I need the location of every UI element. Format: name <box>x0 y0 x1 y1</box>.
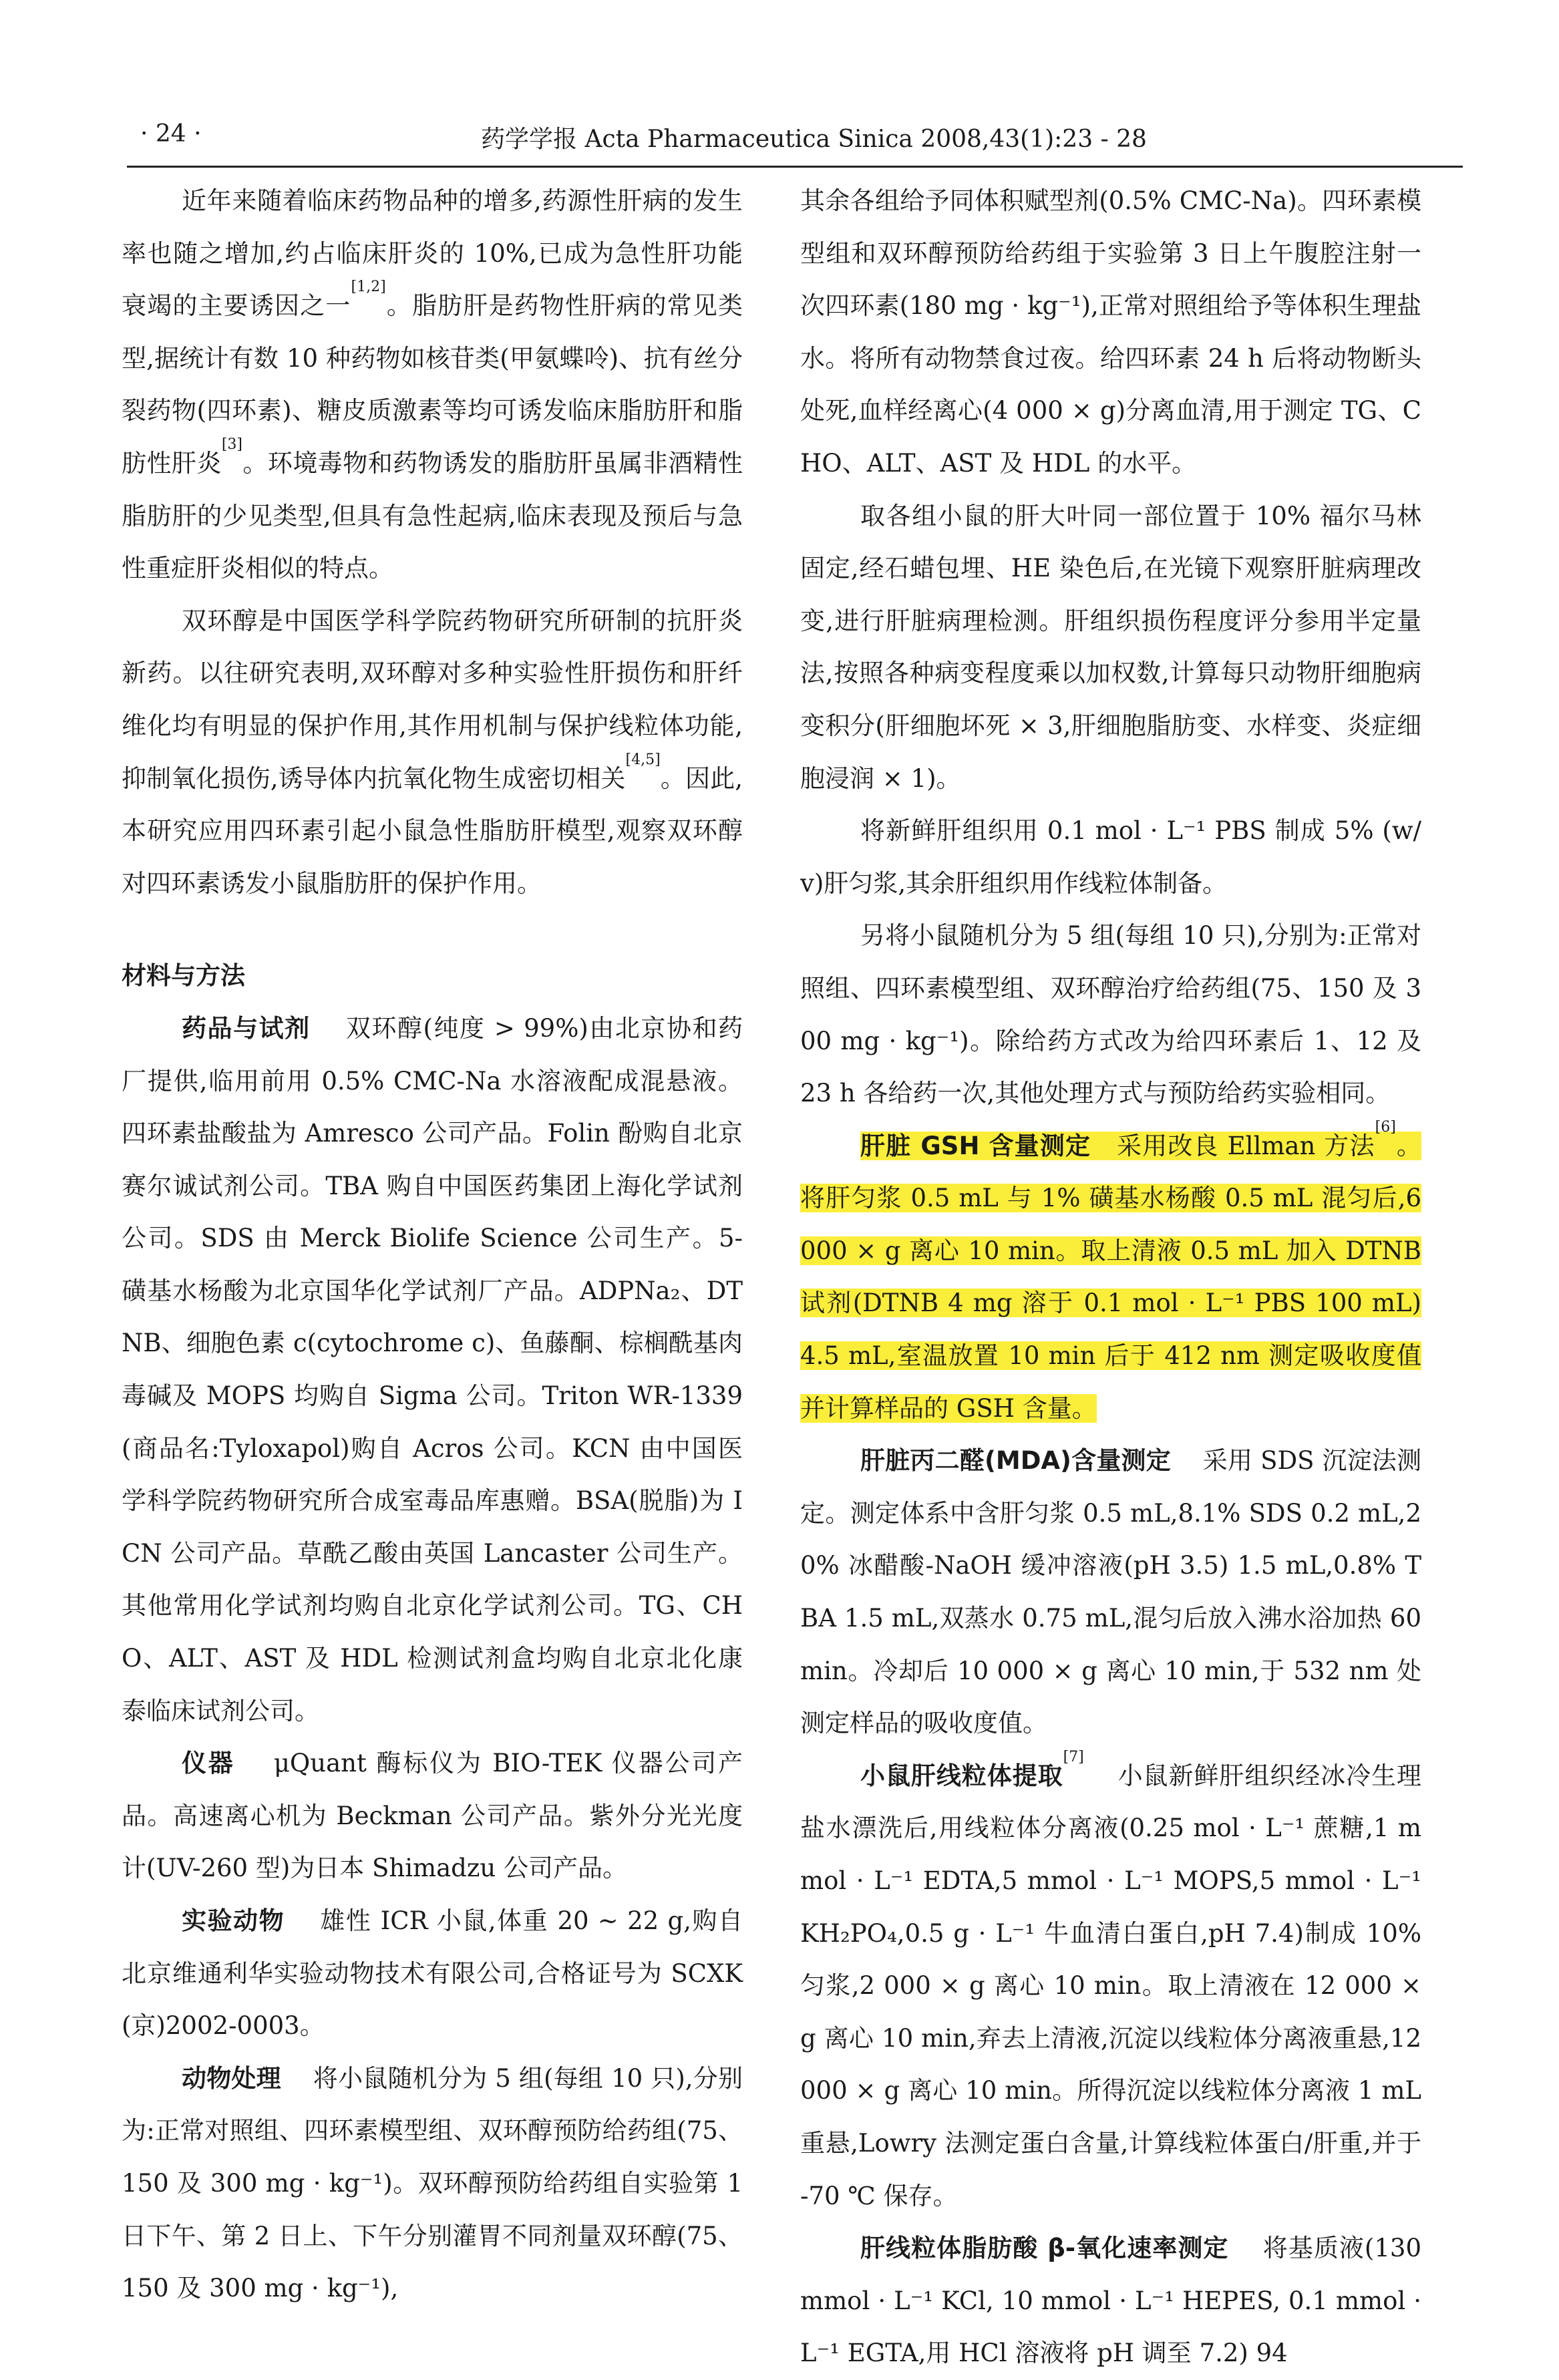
subheading: 药品与试剂 <box>182 1013 311 1043</box>
instruments-paragraph: 仪器 μQuant 酶标仪为 BIO-TEK 仪器公司产品。高速离心机为 Beckman 公司产品。紫外分光光度计(UV-260 型)为日本 Shimadzu 公司产品。 <box>122 1749 743 1883</box>
subheading: 小鼠肝线粒体提取 <box>860 1761 1063 1790</box>
animals-paragraph: 实验动物 雄性 ICR 小鼠,体重 20 ~ 22 g,购自北京维通利华实验动物技术有限公司,合格证号为 SCXK(京)2002-0003。 <box>122 1906 743 2041</box>
subheading: 仪器 <box>182 1749 235 1778</box>
citation-ref[interactable]: [3] <box>221 436 242 453</box>
header-rule <box>127 166 1463 168</box>
intro-paragraph-1: 近年来随着临床药物品种的增多,药源性肝病的发生率也随之增加,约占临床肝炎的 10%,已成为急性肝功能衰竭的主要诱因之一[1,2]。脂肪肝是药物性肝病的常见类型,据统计有数 10 种药物如核苷类(甲氨蝶呤)、抗有丝分裂药物(四环素)、糖皮质激素等均可诱发临床脂肪肝和脂肪性肝炎[3]。环境毒物和药物诱发的脂肪肝虽属非酒精性脂肪肝的少见类型,但具有急性起病,临床表现及预后与急性重症肝炎相似的特点。 <box>122 186 743 583</box>
mda-method-paragraph: 肝脏丙二醛(MDA)含量测定 采用 SDS 沉淀法测定。测定体系中含肝匀浆 0.5 mL,8.1% SDS 0.2 mL,20% 冰醋酸-NaOH 缓冲溶液(pH 3.5) 1.5 mL,0.8% TBA 1.5 mL,双蒸水 0.75 mL,混匀后放入沸水浴加热 60 min。冷却后 10 000 × g 离心 10 min,于 532 nm 处测定样品的吸收度值。 <box>800 1446 1421 1738</box>
subheading: 肝线粒体脂肪酸 β-氧化速率测定 <box>860 2234 1229 2263</box>
left-column <box>122 175 743 2315</box>
intro-paragraph-2: 双环醇是中国医学科学院药物研究所研制的抗肝炎新药。以往研究表明,双环醇对多种实验性肝损伤和肝纤维化均有明显的保护作用,其作用机制与保护线粒体功能,抑制氧化损伤,诱导体内抗氧化物生成密切相关[4,5]。因此,本研究应用四环素引起小鼠急性脂肪肝模型,观察双环醇对四环素诱发小鼠脂肪肝的保护作用。 <box>122 606 743 898</box>
gsh-method-paragraph <box>800 1120 1421 1435</box>
mitochondria-paragraph: 小鼠肝线粒体提取[7] 小鼠新鲜肝组织经冰冷生理盐水漂洗后,用线粒体分离液(0.25 mol · L⁻¹ 蔗糖,1 mmol · L⁻¹ EDTA,5 mmol · L⁻¹ MOPS,5 mmol · L⁻¹ KH₂PO₄,0.5 g · L⁻¹ 牛血清白蛋白,pH 7.4)制成 10% 匀浆,2 000 × g 离心 10 min。取上清液在 12 000 × g 离心 10 min,弃去上清液,沉淀以线粒体分离液重悬,12 000 × g 离心 10 min。所得沉淀以线粒体分离液 1 mL 重悬,Lowry 法测定蛋白含量,计算线粒体蛋白/肝重,并于 -70 ℃ 保存。 <box>800 1748 1422 2210</box>
subheading: 动物处理 <box>182 2063 281 2093</box>
therapy-groups-paragraph: 另将小鼠随机分为 5 组(每组 10 只),分别为:正常对照组、四环素模型组、双环醇治疗给药组(75、150 及 300 mg · kg⁻¹)。除给药方式改为给四环素后 1、12 及 23 h 各给药一次,其他处理方式与预防给药实验相同。 <box>800 921 1421 1108</box>
homogenate-paragraph: 将新鲜肝组织用 0.1 mol · L⁻¹ PBS 制成 5% (w/v)肝匀浆,其余肝组织用作线粒体制备。 <box>800 816 1421 898</box>
page-number: · 24 · <box>140 120 202 148</box>
section-title: 材料与方法 <box>122 961 245 991</box>
citation-ref[interactable]: [7] <box>1063 1748 1084 1765</box>
treatment-continued-paragraph: 其余各组给予同体积赋型剂(0.5% CMC-Na)。四环素模型组和双环醇预防给药组于实验第 3 日上午腹腔注射一次四环素(180 mg · kg⁻¹),正常对照组给予等体积生理盐水。将所有动物禁食过夜。给四环素 24 h 后将动物断头处死,血样经离心(4 000 × g)分离血清,用于测定 TG、CHO、ALT、AST 及 HDL 的水平。 <box>800 186 1421 478</box>
running-title: 药学学报 Acta Pharmaceutica Sinica 2008,43(1):23 - 28 <box>481 126 1147 153</box>
beta-oxidation-paragraph: 肝线粒体脂肪酸 β-氧化速率测定 将基质液(130 mmol · L⁻¹ KCl, 10 mmol · L⁻¹ HEPES, 0.1 mmol · L⁻¹ EGTA,用 HCl 溶液将 pH 调至 7.2) 94 <box>800 2234 1421 2368</box>
pathology-paragraph: 取各组小鼠的肝大叶同一部位置于 10% 福尔马林固定,经石蜡包埋、HE 染色后,在光镜下观察肝脏病理改变,进行肝脏病理检测。肝组织损伤程度评分参用半定量法,按照各种病变程度乘以加权数,计算每只动物肝细胞病变积分(肝细胞坏死 × 3,肝细胞脂肪变、水样变、炎症细胞浸润 × 1)。 <box>800 501 1421 793</box>
subheading: 肝脏丙二醛(MDA)含量测定 <box>860 1446 1171 1476</box>
treatment-paragraph: 动物处理 将小鼠随机分为 5 组(每组 10 只),分别为:正常对照组、四环素模型组、双环醇预防给药组(75、150 及 300 mg · kg⁻¹)。双环醇预防给药组自实验第 1 日下午、第 2 日上、下午分别灌胃不同剂量双环醇(75、150 及 300 mg · kg⁻¹), <box>122 2063 743 2303</box>
citation-ref[interactable]: [4,5] <box>625 751 661 768</box>
right-column <box>800 175 1421 2380</box>
citation-ref[interactable]: [1,2] <box>351 279 386 296</box>
citation-ref[interactable]: [6] <box>1375 1118 1396 1136</box>
subheading: 实验动物 <box>182 1906 285 1935</box>
highlighted-text: 肝脏 GSH 含量测定 采用改良 Ellman 方法[6]。将肝匀浆 0.5 mL 与 1% 磺基水杨酸 0.5 mL 混匀后,6 000 × g 离心 10 min。取上清液 0.5 mL 加入 DTNB 试剂(DTNB 4 mg 溶于 0.1 mol · L⁻¹ PBS 100 mL) 4.5 mL,室温放置 10 min 后于 412 nm 测定吸收度值并计算样品的 GSH 含量。 <box>800 1118 1421 1423</box>
reagents-paragraph: 药品与试剂 双环醇(纯度 > 99%)由北京协和药厂提供,临用前用 0.5% CMC-Na 水溶液配成混悬液。四环素盐酸盐为 Amresco 公司产品。Folin 酚购自北京赛尔诚试剂公司。TBA 购自中国医药集团上海化学试剂公司。SDS 由 Merck Biolife Science 公司生产。5-磺基水杨酸为北京国华化学试剂厂产品。ADPNa₂、DTNB、细胞色素 c(cytochrome c)、鱼藤酮、棕榈酰基肉毒碱及 MOPS 均购自 Sigma 公司。Triton WR-1339(商品名:Tyloxapol)购自 Acros 公司。KCN 由中国医学科学院药物研究所合成室毒品库惠赠。BSA(脱脂)为 ICN 公司产品。草酰乙酸由英国 Lancaster 公司生产。其他常用化学试剂均购自北京化学试剂公司。TG、CHO、ALT、AST 及 HDL 检测试剂盒均购自北京北化康泰临床试剂公司。 <box>122 1013 743 1725</box>
subheading: 肝脏 GSH 含量测定 <box>860 1131 1091 1160</box>
section-gap <box>122 910 743 950</box>
